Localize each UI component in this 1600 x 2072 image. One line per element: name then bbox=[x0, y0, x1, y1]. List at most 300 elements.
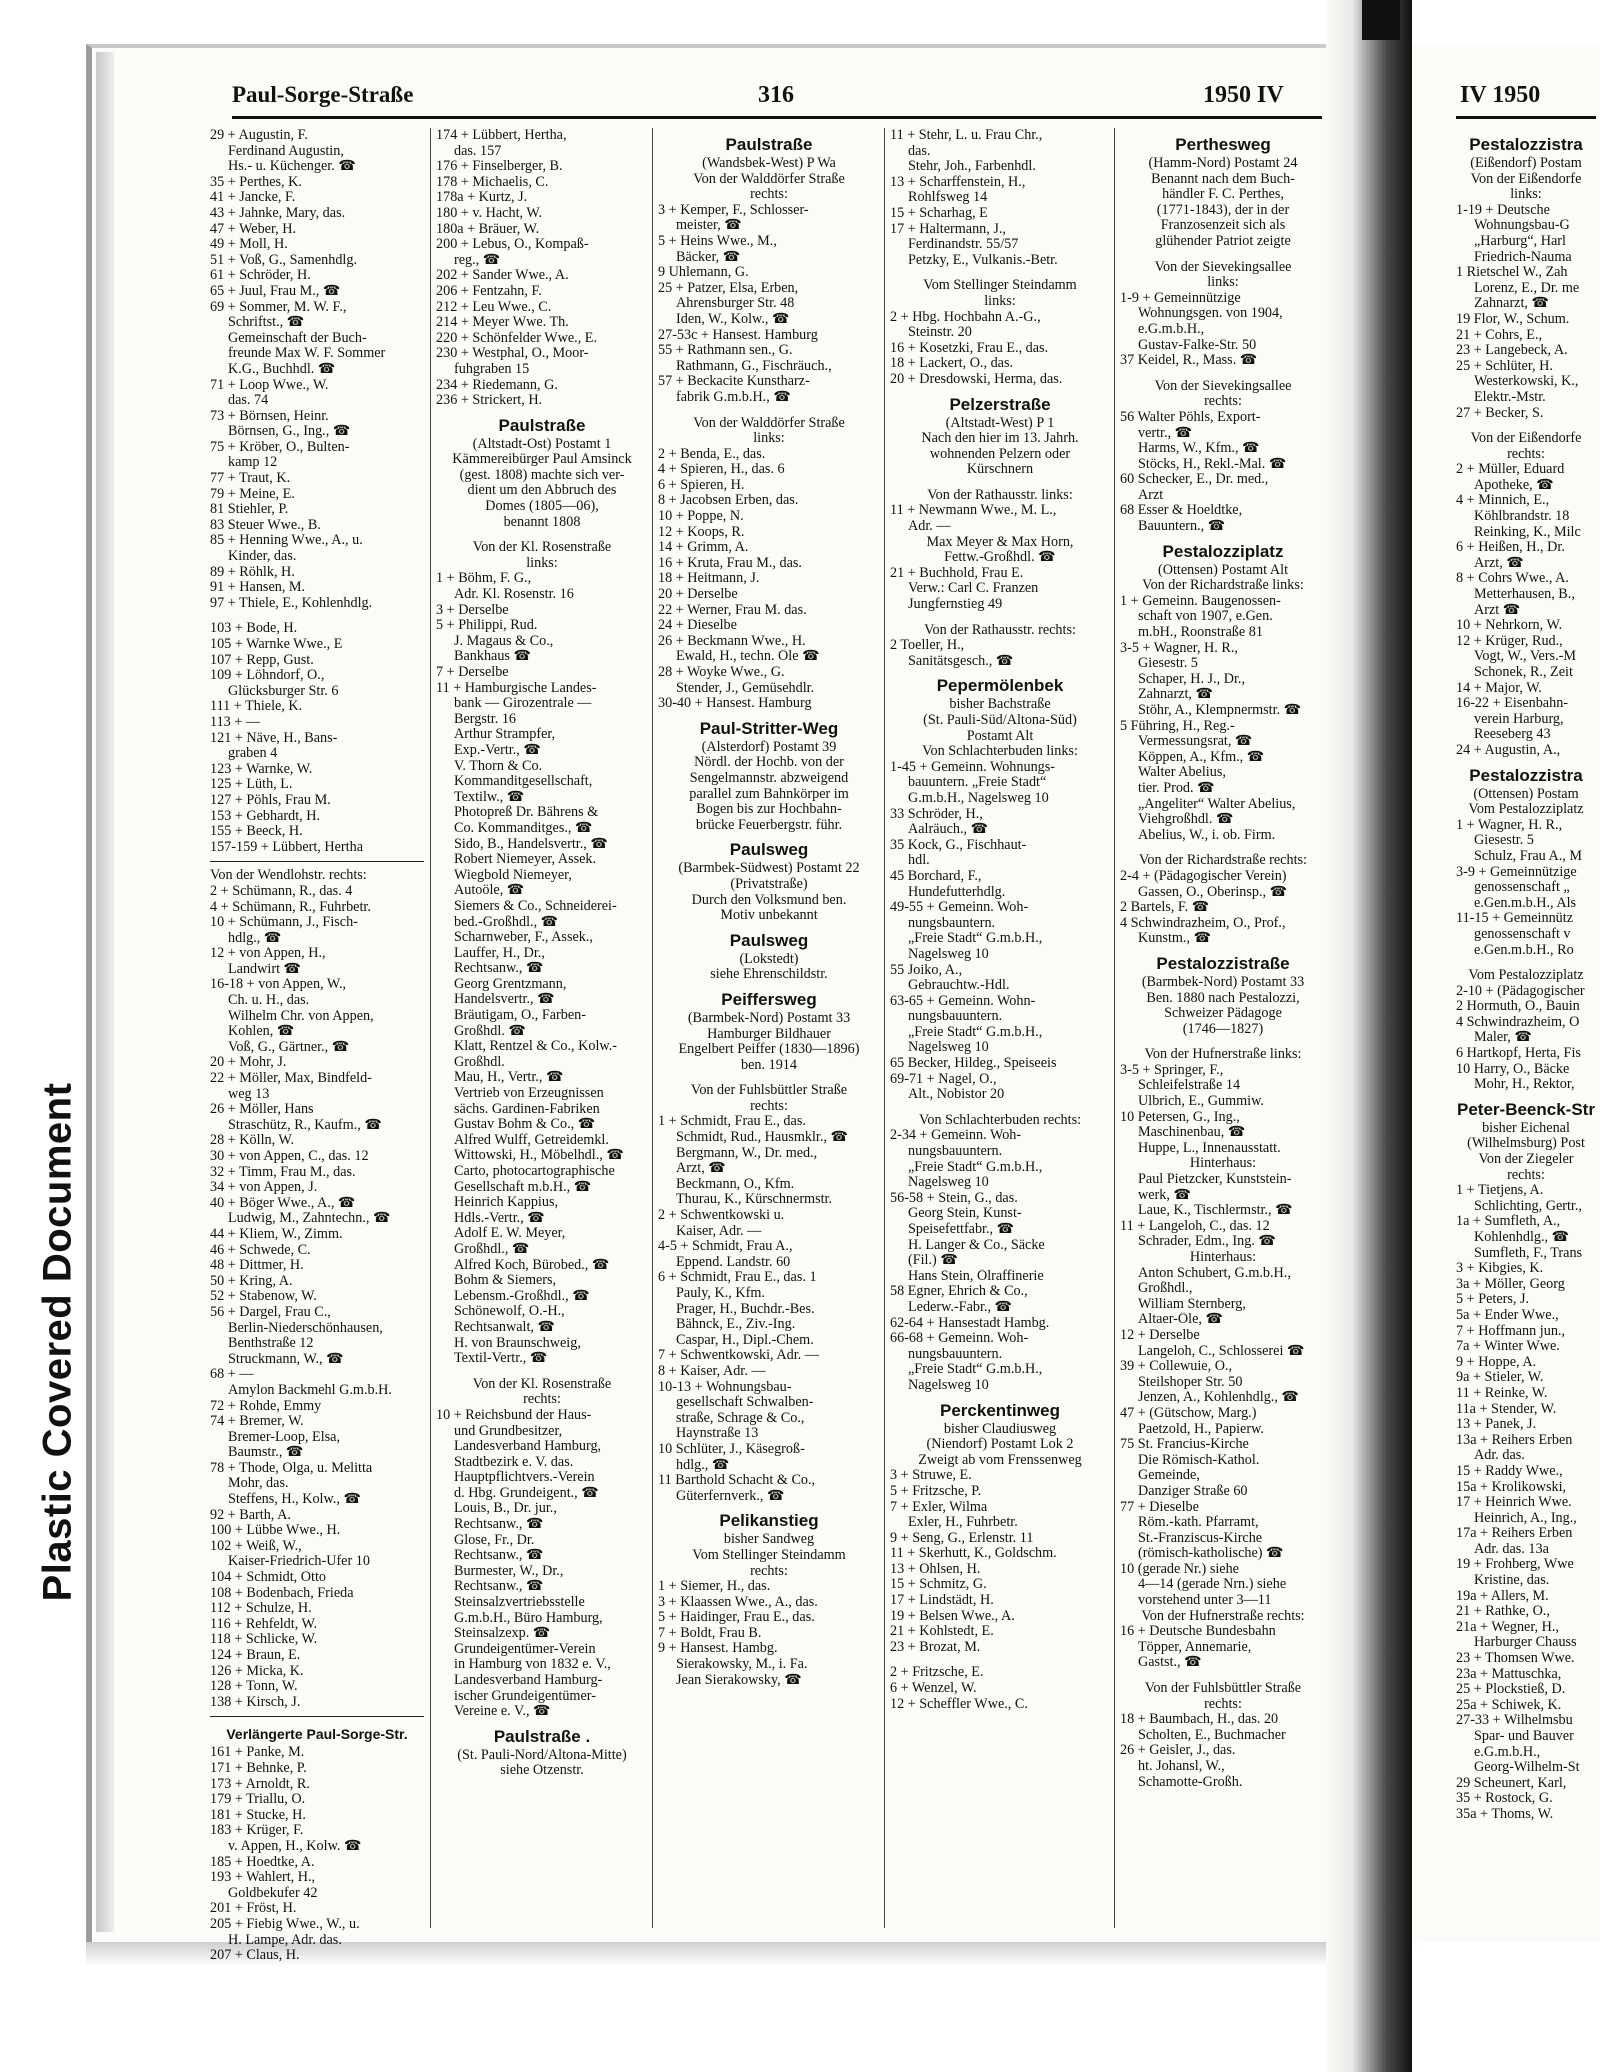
address-entry: 100 + Lübbe Wwe., H. bbox=[210, 1523, 341, 1539]
entry-continuation: Vertrieb von Erzeugnissen bbox=[454, 1086, 604, 1102]
address-entry: 201 + Fröst, H. bbox=[210, 1901, 297, 1917]
street-note: Von der Kl. Rosenstraße bbox=[472, 1376, 612, 1392]
entry-continuation: Sido, B., Handelsvertr., ☎ bbox=[454, 836, 609, 852]
address-entry: 185 + Hoedtke, A. bbox=[210, 1854, 315, 1870]
entry-continuation: Gassen, O., Oberinsp., ☎ bbox=[1138, 884, 1288, 900]
address-entry: 25 + Schlüter, H. bbox=[1456, 358, 1553, 374]
address-entry: 179 + Triallu, O. bbox=[210, 1792, 306, 1808]
address-entry: 85 + Henning Wwe., A., u. bbox=[210, 533, 363, 549]
address-entry: 116 + Rehfeldt, W. bbox=[210, 1616, 318, 1632]
address-entry: 72 + Rohde, Emmy bbox=[210, 1398, 322, 1414]
entry-continuation: Ch. u. H., das. bbox=[228, 993, 310, 1009]
address-entry: 4 Schwindrazheim, O., Prof., bbox=[1120, 915, 1286, 931]
entry-continuation: Schonek, R., Zeit bbox=[1474, 665, 1573, 680]
address-entry: 46 + Schwede, C. bbox=[210, 1242, 311, 1258]
address-entry: 3-5 + Wagner, H. R., bbox=[1120, 640, 1238, 656]
address-entry: 10 Schlüter, J., Käsegroß- bbox=[658, 1441, 805, 1457]
street-heading: Paulstraße bbox=[498, 415, 586, 435]
address-entry: 66-68 + Gemeinn. Woh- bbox=[890, 1331, 1029, 1347]
address-entry: 7a + Winter Wwe. bbox=[1456, 1339, 1560, 1355]
address-entry: 2 + Benda, E., das. bbox=[658, 446, 766, 462]
address-entry: 176 + Finselberger, B. bbox=[436, 159, 563, 175]
address-entry: 128 + Tonn, W. bbox=[210, 1679, 298, 1695]
address-entry: 12 + Krüger, Rud., bbox=[1456, 633, 1563, 649]
spacer bbox=[1120, 843, 1326, 853]
street-note: rechts: bbox=[1507, 446, 1545, 462]
entry-continuation: 4—14 (gerade Nrn.) siehe bbox=[1138, 1577, 1287, 1593]
address-entry: 77 + Traut, K. bbox=[210, 471, 291, 487]
entry-continuation: Rechtsanw., ☎ bbox=[454, 1517, 544, 1533]
address-entry: 71 + Loop Wwe., W. bbox=[210, 377, 329, 393]
address-entry: 171 + Behnke, P. bbox=[210, 1760, 307, 1776]
column-divider bbox=[1114, 128, 1115, 1928]
address-entry: 183 + Krüger, F. bbox=[210, 1823, 304, 1839]
entry-continuation: „Freie Stadt“ G.m.b.H., bbox=[908, 1024, 1043, 1040]
address-entry: 13 + Panek, J. bbox=[1456, 1417, 1537, 1433]
street-heading: Pestalozzistraße bbox=[1156, 953, 1290, 973]
street-note: Von der Eißendorfe bbox=[1470, 431, 1582, 447]
address-entry: 6 + Heißen, H., Dr. bbox=[1456, 540, 1565, 556]
entry-continuation: Gustav Bohm & Co., ☎ bbox=[454, 1117, 596, 1133]
entry-continuation: Schrader, Edm., Ing. ☎ bbox=[1138, 1234, 1277, 1250]
entry-continuation: Spar- und Bauver bbox=[1474, 1729, 1574, 1744]
entry-continuation: Steinsalzexp. ☎ bbox=[454, 1626, 551, 1642]
spacer bbox=[658, 406, 880, 416]
entry-continuation: und Grundbesitzer, bbox=[454, 1423, 563, 1439]
address-entry: 121 + Näve, H., Bans- bbox=[210, 730, 338, 746]
address-entry: 2 + Müller, Eduard bbox=[1456, 462, 1565, 478]
address-entry: 65 + Juul, Frau M., ☎ bbox=[210, 283, 341, 299]
entry-continuation: V. Thorn & Co. bbox=[454, 758, 543, 774]
entry-continuation: Gastst., ☎ bbox=[1138, 1655, 1202, 1671]
street-note: Durch den Volksmund ben. bbox=[691, 892, 847, 908]
spacer bbox=[1120, 1037, 1326, 1047]
street-note: Ben. 1880 nach Pestalozzi, bbox=[1146, 990, 1300, 1006]
address-entry: 12 + Derselbe bbox=[1120, 1327, 1200, 1343]
street-note: rechts: bbox=[750, 1098, 788, 1114]
street-note: rechts: bbox=[1204, 1696, 1242, 1712]
street-note: links: bbox=[984, 293, 1016, 309]
entry-continuation: William Sternberg, bbox=[1138, 1296, 1246, 1312]
address-entry: 180a + Bräuer, W. bbox=[436, 221, 540, 237]
street-heading: Perthesweg bbox=[1175, 135, 1271, 154]
address-entry: 69 + Sommer, M. W. F., bbox=[210, 299, 347, 315]
address-entry: 22 + Werner, Frau M. das. bbox=[658, 602, 807, 618]
street-note: rechts: bbox=[750, 1563, 788, 1579]
entry-continuation: Großhdl., bbox=[1138, 1281, 1193, 1297]
entry-continuation: straße, Schrage & Co., bbox=[676, 1410, 805, 1426]
entry-continuation: Heinrich Kappius, bbox=[454, 1195, 559, 1211]
entry-continuation: fuhgraben 15 bbox=[454, 361, 530, 377]
address-entry: 27 + Becker, S. bbox=[1456, 405, 1544, 421]
entry-continuation: Adolf E. W. Meyer, bbox=[454, 1226, 566, 1242]
entry-continuation: Schlichting, Gertr., bbox=[1474, 1198, 1582, 1214]
entry-continuation: Burmester, W., Dr., bbox=[454, 1563, 564, 1579]
street-note: Sengelmannstr. abzweigend bbox=[689, 770, 849, 786]
address-entry: 8 + Cohrs Wwe., A. bbox=[1456, 571, 1569, 587]
street-note: glühender Patriot zeigte bbox=[1155, 233, 1291, 249]
entry-continuation: Thurau, K., Kürschnermstr. bbox=[676, 1192, 833, 1208]
entry-continuation: hdl. bbox=[908, 853, 930, 869]
entry-continuation: Bohm & Siemers, bbox=[454, 1273, 557, 1289]
street-heading: Pelikanstieg bbox=[719, 1511, 819, 1531]
entry-continuation: Rechtsanwalt, ☎ bbox=[454, 1319, 556, 1335]
street-note: Hinterhaus: bbox=[1189, 1156, 1257, 1172]
entry-continuation: Autoöle, ☎ bbox=[454, 883, 525, 899]
entry-continuation: Schleifelstraße 14 bbox=[1138, 1078, 1241, 1094]
address-entry: 5 + Haidinger, Frau E., das. bbox=[658, 1610, 815, 1626]
address-entry: 1a + Sumfleth, A., bbox=[1456, 1214, 1561, 1230]
street-note: Hinterhaus: bbox=[1189, 1250, 1257, 1265]
entry-continuation: Röm.-kath. Pfarramt, bbox=[1138, 1515, 1259, 1531]
column-divider bbox=[884, 128, 885, 1928]
entry-continuation: Ewald, H., techn. Öle ☎ bbox=[676, 649, 820, 665]
entry-continuation: Iden, W., Kolw., ☎ bbox=[676, 311, 790, 327]
address-entry: 161 + Panke, M. bbox=[210, 1745, 305, 1761]
address-entry: 17a + Reihers Erben bbox=[1456, 1526, 1573, 1542]
entry-continuation: Sanitätsgesch., ☎ bbox=[908, 653, 1014, 669]
address-entry: 124 + Braun, E. bbox=[210, 1648, 301, 1663]
address-entry: 11 + Newmann Wwe., M. L., bbox=[890, 503, 1057, 519]
address-entry: 28 + Woyke Wwe., G. bbox=[658, 665, 785, 680]
address-entry: 75 St. Francius-Kirche bbox=[1120, 1437, 1249, 1453]
street-note: (St. Pauli-Nord/Altona-Mitte) bbox=[457, 1747, 627, 1763]
address-entry: 61 + Schröder, H. bbox=[210, 268, 311, 284]
entry-continuation: Rathmann, G., Fischräuch., bbox=[676, 358, 832, 374]
entry-continuation: Carto, photocartographische bbox=[454, 1164, 615, 1179]
entry-continuation: Stender, J., Gemüsehdlr. bbox=[676, 680, 815, 696]
entry-continuation: Louis, B., Dr. jur., bbox=[454, 1501, 557, 1517]
address-entry: 7 + Schwentkowski, Adr. — bbox=[658, 1348, 819, 1364]
address-entry: 178a + Kurtz, J. bbox=[436, 190, 528, 206]
address-entry: 21 + Cohrs, E., bbox=[1456, 327, 1543, 343]
entry-continuation: Giesestr. 5 bbox=[1474, 833, 1534, 849]
street-note: Von Schlachterbuden links: bbox=[922, 744, 1078, 760]
entry-continuation: Friedrich-Nauma bbox=[1474, 249, 1572, 265]
entry-continuation: Photopreß Dr. Bährens & bbox=[454, 805, 599, 821]
street-note: bisher Claudiusweg bbox=[943, 1421, 1057, 1437]
address-entry: 173 + Arnoldt, R. bbox=[210, 1776, 310, 1792]
entry-continuation: Kohlen, ☎ bbox=[228, 1024, 295, 1040]
entry-continuation: Nagelsweg 10 bbox=[908, 1175, 989, 1191]
entry-continuation: Kunstm., ☎ bbox=[1138, 931, 1212, 947]
entry-continuation: Glücksburger Str. 6 bbox=[228, 683, 339, 699]
street-note: (gest. 1808) machte sich ver- bbox=[459, 467, 625, 483]
address-entry: 57 + Beckacite Kunstharz- bbox=[658, 374, 810, 390]
address-entry: 13 + Ohlsen, H. bbox=[890, 1561, 981, 1577]
street-note: Hamburger Bildhauer bbox=[707, 1026, 831, 1042]
address-entry: 19 + Frohberg, Wwe bbox=[1456, 1557, 1574, 1573]
address-entry: 12 + von Appen, H., bbox=[210, 946, 326, 962]
address-entry: 19a + Allers, M. bbox=[1456, 1588, 1549, 1604]
street-note: links: bbox=[753, 431, 785, 447]
entry-continuation: nungsbauuntern. bbox=[908, 1346, 1003, 1362]
entry-continuation: Rechtsanw., ☎ bbox=[454, 1579, 544, 1595]
street-note: (Niendorf) Postamt Lok 2 bbox=[926, 1437, 1074, 1453]
left-margin bbox=[0, 0, 86, 2072]
address-entry: 109 + Löhndorf, O., bbox=[210, 668, 325, 684]
street-note: Nördl. der Hochb. von der bbox=[694, 755, 844, 771]
address-entry: 47 + Weber, H. bbox=[210, 221, 297, 237]
address-entry: 178 + Michaelis, C. bbox=[436, 174, 549, 190]
street-heading: Peiffersweg bbox=[721, 989, 817, 1009]
entry-continuation: Bremer-Loop, Elsa, bbox=[228, 1429, 340, 1445]
address-entry: 7 + Derselbe bbox=[436, 665, 509, 680]
entry-continuation: Adr. Kl. Rosenstr. 16 bbox=[454, 587, 574, 603]
entry-continuation: Haynstraße 13 bbox=[676, 1426, 759, 1442]
street-heading: Pestalozziplatz bbox=[1162, 541, 1284, 561]
street-note: brücke Feuerbergstr. führ. bbox=[695, 817, 843, 833]
entry-continuation: Schönewolf, O.-H., bbox=[454, 1304, 565, 1320]
address-entry: 30-40 + Hansest. Hamburg bbox=[658, 696, 812, 712]
entry-continuation: Ahrensburger Str. 48 bbox=[676, 296, 795, 312]
entry-continuation: Gesellschaft m.b.H., ☎ bbox=[454, 1179, 592, 1195]
entry-continuation: Steinsalzvertriebsstelle bbox=[454, 1595, 585, 1611]
address-entry: 230 + Westphal, O., Moor- bbox=[436, 346, 589, 362]
entry-continuation: Apotheke, ☎ bbox=[1474, 477, 1554, 493]
entry-continuation: Hdls.-Vertr., ☎ bbox=[454, 1210, 545, 1226]
address-entry: 17 + Lindstädt, H. bbox=[890, 1593, 994, 1609]
street-heading: Paul-Stritter-Weg bbox=[699, 718, 839, 738]
address-entry: 6 Hartkopf, Herta, Fis bbox=[1456, 1046, 1581, 1062]
street-note: benannt 1808 bbox=[503, 514, 581, 530]
address-entry: 27-33 + Wilhelmsbu bbox=[1456, 1713, 1573, 1729]
street-note: Von der Walddörfer Straße bbox=[693, 415, 845, 431]
address-entry: 9a + Stieler, W. bbox=[1456, 1370, 1544, 1386]
address-entry: 10 + Schümann, J., Fisch- bbox=[210, 915, 358, 931]
entry-continuation: Mohr, das. bbox=[228, 1476, 289, 1492]
entry-continuation: Langeloh, C., Schlosserei ☎ bbox=[1138, 1343, 1305, 1359]
address-entry: 79 + Meine, E. bbox=[210, 486, 295, 502]
entry-continuation: Jungfernstieg 49 bbox=[908, 597, 1003, 613]
entry-continuation: Großhdl. ☎ bbox=[454, 1023, 527, 1039]
entry-continuation: freunde Max W. F. Sommer bbox=[228, 346, 386, 362]
entry-continuation: Ludwig, M., Zahntechn., ☎ bbox=[228, 1211, 391, 1227]
entry-continuation: Kaiser, Adr. — bbox=[676, 1223, 762, 1239]
street-note: (Altstadt-West) P 1 bbox=[945, 415, 1055, 431]
entry-continuation: graben 4 bbox=[228, 746, 278, 762]
address-entry: 180 + v. Hacht, W. bbox=[436, 205, 542, 221]
entry-continuation: Alfred Wulff, Getreidemkl. bbox=[454, 1132, 609, 1148]
entry-continuation: tier. Prod. ☎ bbox=[1138, 780, 1215, 796]
address-entry: 10-13 + Wohnungsbau- bbox=[658, 1379, 792, 1395]
entry-continuation: Landesverband Hamburg- bbox=[454, 1673, 603, 1688]
address-entry: 102 + Weiß, W., bbox=[210, 1538, 302, 1554]
address-entry: 174 + Lübbert, Hertha, bbox=[436, 128, 567, 143]
address-entry: 11 + Langeloh, C., das. 12 bbox=[1120, 1218, 1270, 1234]
entry-continuation: Arzt, ☎ bbox=[1474, 555, 1524, 571]
address-entry: 41 + Jancke, F. bbox=[210, 190, 296, 206]
address-entry: 81 Stiehler, P. bbox=[210, 502, 289, 518]
address-entry: 16-22 + Eisenbahn- bbox=[1456, 696, 1569, 712]
address-entry: 21 + Rathke, O., bbox=[1456, 1604, 1550, 1620]
entry-continuation: Benthstraße 12 bbox=[228, 1336, 314, 1352]
address-entry: 16 + Kruta, Frau M., das. bbox=[658, 555, 802, 571]
street-note: Von der Rathausstr. rechts: bbox=[924, 622, 1076, 638]
address-entry: 10 + Reichsbund der Haus- bbox=[436, 1407, 592, 1423]
address-entry: 43 + Jahnke, Mary, das. bbox=[210, 205, 346, 221]
address-entry: 24 + Augustin, A., bbox=[1456, 742, 1561, 758]
entry-continuation: Adr. das. 13a bbox=[1474, 1541, 1549, 1557]
address-entry: 123 + Warnke, W. bbox=[210, 761, 313, 777]
entry-continuation: Landesverband Hamburg, bbox=[454, 1439, 602, 1455]
entry-continuation: Eppend. Landstr. 60 bbox=[676, 1254, 791, 1270]
entry-continuation: Bräutigam, O., Farben- bbox=[454, 1008, 586, 1024]
entry-continuation: Paetzold, H., Papierw. bbox=[1138, 1421, 1264, 1437]
address-entry: 4 + Schümann, R., Fuhrbetr. bbox=[210, 899, 371, 915]
entry-continuation: Zahnarzt, ☎ bbox=[1474, 296, 1550, 312]
address-entry: 33 Schröder, H., bbox=[890, 806, 983, 822]
street-note: Von der Sievekingsallee bbox=[1154, 259, 1292, 275]
entry-continuation: Grundeigentümer-Verein bbox=[454, 1641, 596, 1657]
facing-header-rule bbox=[1456, 116, 1596, 119]
address-entry: 10 + Nehrkorn, W. bbox=[1456, 618, 1563, 634]
address-entry: 3 + Klaassen Wwe., A., das. bbox=[658, 1594, 818, 1610]
street-note: siehe Ehrenschildstr. bbox=[710, 967, 828, 983]
address-entry: 23 + Brozat, M. bbox=[890, 1639, 981, 1655]
address-entry: 236 + Strickert, H. bbox=[436, 393, 543, 409]
entry-continuation: Bergstr. 16 bbox=[454, 711, 517, 727]
address-entry: 8 + Kaiser, Adr. — bbox=[658, 1363, 766, 1379]
entry-continuation: Vogt, W., Vers.-M bbox=[1474, 649, 1576, 665]
entry-continuation: genossenschaft „ bbox=[1474, 880, 1570, 896]
address-entry: 30 + von Appen, C., das. 12 bbox=[210, 1149, 369, 1164]
address-entry: 6 + Wenzel, W. bbox=[890, 1681, 977, 1697]
spacer bbox=[658, 1073, 880, 1083]
address-entry: 4 Schwindrazheim, O bbox=[1456, 1014, 1580, 1030]
address-entry: 9 + Hansest. Hambg. bbox=[658, 1641, 778, 1657]
entry-continuation: Goldbekufer 42 bbox=[228, 1885, 318, 1901]
entry-continuation: Petzky, E., Vulkanis.-Betr. bbox=[908, 252, 1058, 268]
entry-continuation: Zahnarzt, ☎ bbox=[1138, 687, 1214, 703]
address-entry: 21 + Buchhold, Frau E. bbox=[890, 565, 1024, 581]
entry-continuation: G.m.b.H., Büro Hamburg, bbox=[454, 1610, 603, 1626]
entry-continuation: Speisefettfabr., ☎ bbox=[908, 1222, 1015, 1237]
entry-continuation: Schaper, H. J., Dr., bbox=[1138, 671, 1246, 687]
entry-continuation: Großhdl., ☎ bbox=[454, 1241, 530, 1257]
entry-continuation: H. von Braunschweig, bbox=[454, 1335, 581, 1351]
entry-continuation: Schriftst., ☎ bbox=[228, 315, 305, 331]
page-edge-shadow bbox=[96, 52, 114, 1932]
column-divider bbox=[652, 128, 653, 1928]
entry-continuation: Nagelsweg 10 bbox=[908, 1040, 989, 1056]
street-note: wohnenden Pelzern oder bbox=[929, 446, 1071, 462]
street-note: Kürschnern bbox=[966, 462, 1034, 478]
address-entry: 125 + Lüth, L. bbox=[210, 777, 293, 793]
entry-continuation: Exp.-Vertr., ☎ bbox=[454, 742, 542, 758]
address-entry: 126 + Micka, K. bbox=[210, 1663, 304, 1679]
street-note: Postamt Alt bbox=[966, 728, 1034, 744]
entry-continuation: „Angeliter“ Walter Abelius, bbox=[1138, 796, 1296, 812]
street-note: links: bbox=[1207, 275, 1239, 291]
entry-continuation: Glose, Fr., Dr. bbox=[454, 1532, 535, 1548]
address-entry: 1 + Siemer, H., das. bbox=[658, 1579, 771, 1595]
entry-continuation: Sierakowsky, M., i. Fa. bbox=[676, 1657, 808, 1673]
address-entry: 207 + Claus, H. bbox=[210, 1948, 300, 1964]
entry-continuation: e.G.m.b.H., bbox=[1474, 1744, 1541, 1760]
street-note: Bogen bis zur Hochbahn- bbox=[696, 802, 842, 818]
street-note: Vom Stellinger Steindamm bbox=[692, 1547, 846, 1563]
street-note: Schweizer Pädagoge bbox=[1164, 1006, 1282, 1022]
address-entry: 3-5 + Springer, F., bbox=[1120, 1062, 1224, 1078]
entry-continuation: Klatt, Rentzel & Co., Kolw.- bbox=[454, 1039, 617, 1055]
entry-continuation: Ulbrich, E., Gummiw. bbox=[1138, 1094, 1264, 1110]
entry-continuation: Prager, H., Buchdr.-Bes. bbox=[676, 1301, 815, 1317]
address-entry: 50 + Kring, A. bbox=[210, 1273, 293, 1289]
street-subheading: Verlängerte Paul-Sorge-Str. bbox=[226, 1726, 408, 1743]
address-entry: 11 + Skerhutt, K., Goldschm. bbox=[890, 1546, 1057, 1562]
entry-continuation: e.Gen.m.b.H., Als bbox=[1474, 895, 1577, 911]
entry-continuation: Abelius, W., i. ob. Firm. bbox=[1138, 827, 1276, 843]
address-entry: 47 + (Gütschow, Marg.) bbox=[1120, 1405, 1257, 1421]
entry-continuation: „Freie Stadt“ G.m.b.H., bbox=[908, 1159, 1043, 1175]
entry-continuation: Amylon Backmehl G.m.b.H. bbox=[228, 1382, 392, 1398]
entry-continuation: nungsbauntern. bbox=[908, 915, 996, 931]
entry-continuation: m.bH., Roonstraße 81 bbox=[1138, 625, 1263, 641]
entry-continuation: genossenschaft v bbox=[1474, 926, 1571, 942]
directory-column bbox=[658, 128, 880, 1688]
address-entry: 20 + Derselbe bbox=[658, 587, 738, 603]
entry-continuation: Elektr.-Mstr. bbox=[1474, 389, 1546, 405]
entry-continuation: Kristine, das. bbox=[1474, 1573, 1550, 1589]
address-entry: 155 + Beeck, H. bbox=[210, 824, 303, 840]
address-entry: 55 + Rathmann sen., G. bbox=[658, 343, 793, 359]
address-entry: 14 + Major, W. bbox=[1456, 680, 1542, 696]
address-entry: 20 + Mohr, J. bbox=[210, 1055, 287, 1071]
street-note: siehe Otzenstr. bbox=[500, 1763, 584, 1779]
address-entry: 21a + Wegner, H., bbox=[1456, 1619, 1559, 1635]
entry-continuation: Rohlfsweg 14 bbox=[908, 190, 988, 206]
address-entry: 5a + Ender Wwe., bbox=[1456, 1307, 1559, 1323]
street-note: (St. Pauli-Süd/Altona-Süd) bbox=[923, 713, 1077, 728]
street-note: (Alsterdorf) Postamt 39 bbox=[701, 739, 837, 755]
address-entry: 35 + Rostock, G. bbox=[1456, 1791, 1553, 1807]
address-entry: 62-64 + Hansestadt Hambg. bbox=[890, 1315, 1050, 1331]
address-entry: 68 Esser & Hoeldtke, bbox=[1120, 503, 1243, 519]
address-entry: 29 Scheunert, Karl, bbox=[1456, 1775, 1567, 1791]
address-entry: 25a + Schiwek, K. bbox=[1456, 1697, 1562, 1713]
address-entry: 138 + Kirsch, J. bbox=[210, 1694, 301, 1710]
address-entry: 52 + Stabenow, W. bbox=[210, 1289, 317, 1305]
address-entry: 37 Keidel, R., Mass. ☎ bbox=[1120, 353, 1258, 369]
spacer bbox=[436, 530, 648, 540]
entry-continuation: Reeseberg 43 bbox=[1474, 727, 1551, 743]
street-note: links: bbox=[526, 555, 558, 571]
entry-continuation: J. Magaus & Co., bbox=[454, 633, 554, 649]
street-note: bisher Bachstraße bbox=[949, 697, 1051, 713]
entry-continuation: Töpper, Annemarie, bbox=[1138, 1639, 1252, 1655]
entry-continuation: Exler, H., Fuhrbetr. bbox=[908, 1515, 1018, 1531]
address-entry: 202 + Sander Wwe., A. bbox=[436, 268, 569, 284]
street-heading: Pelzerstraße bbox=[949, 394, 1051, 414]
address-entry: 16-18 + von Appen, W., bbox=[210, 977, 347, 993]
entry-continuation: Berlin-Niederschönhausen, bbox=[228, 1320, 383, 1336]
address-entry: 2-34 + Gemeinn. Woh- bbox=[890, 1128, 1022, 1144]
street-heading: Perckentinweg bbox=[940, 1400, 1060, 1420]
entry-continuation: Wohnungsgen. von 1904, bbox=[1138, 306, 1283, 322]
address-entry: 44 + Kliem, W., Zimm. bbox=[210, 1226, 343, 1242]
entry-continuation: G.m.b.H., Nagelsweg 10 bbox=[908, 790, 1049, 806]
address-entry: 15a + Krolikowski, bbox=[1456, 1479, 1567, 1495]
street-note: (Hamm-Nord) Postamt 24 bbox=[1148, 156, 1298, 171]
entry-continuation: Lauffer, H., Dr., bbox=[454, 945, 545, 961]
address-entry: 16 + Kosetzki, Frau E., das. bbox=[890, 340, 1049, 356]
entry-continuation: Anton Schubert, G.m.b.H., bbox=[1138, 1265, 1291, 1281]
entry-continuation: Nagelsweg 10 bbox=[908, 1377, 989, 1393]
address-entry: 11a + Stender, W. bbox=[1456, 1401, 1557, 1417]
street-note: (Barmbek-Nord) Postamt 33 bbox=[687, 1010, 851, 1026]
address-entry: 11 + Hamburgische Landes- bbox=[436, 680, 597, 696]
